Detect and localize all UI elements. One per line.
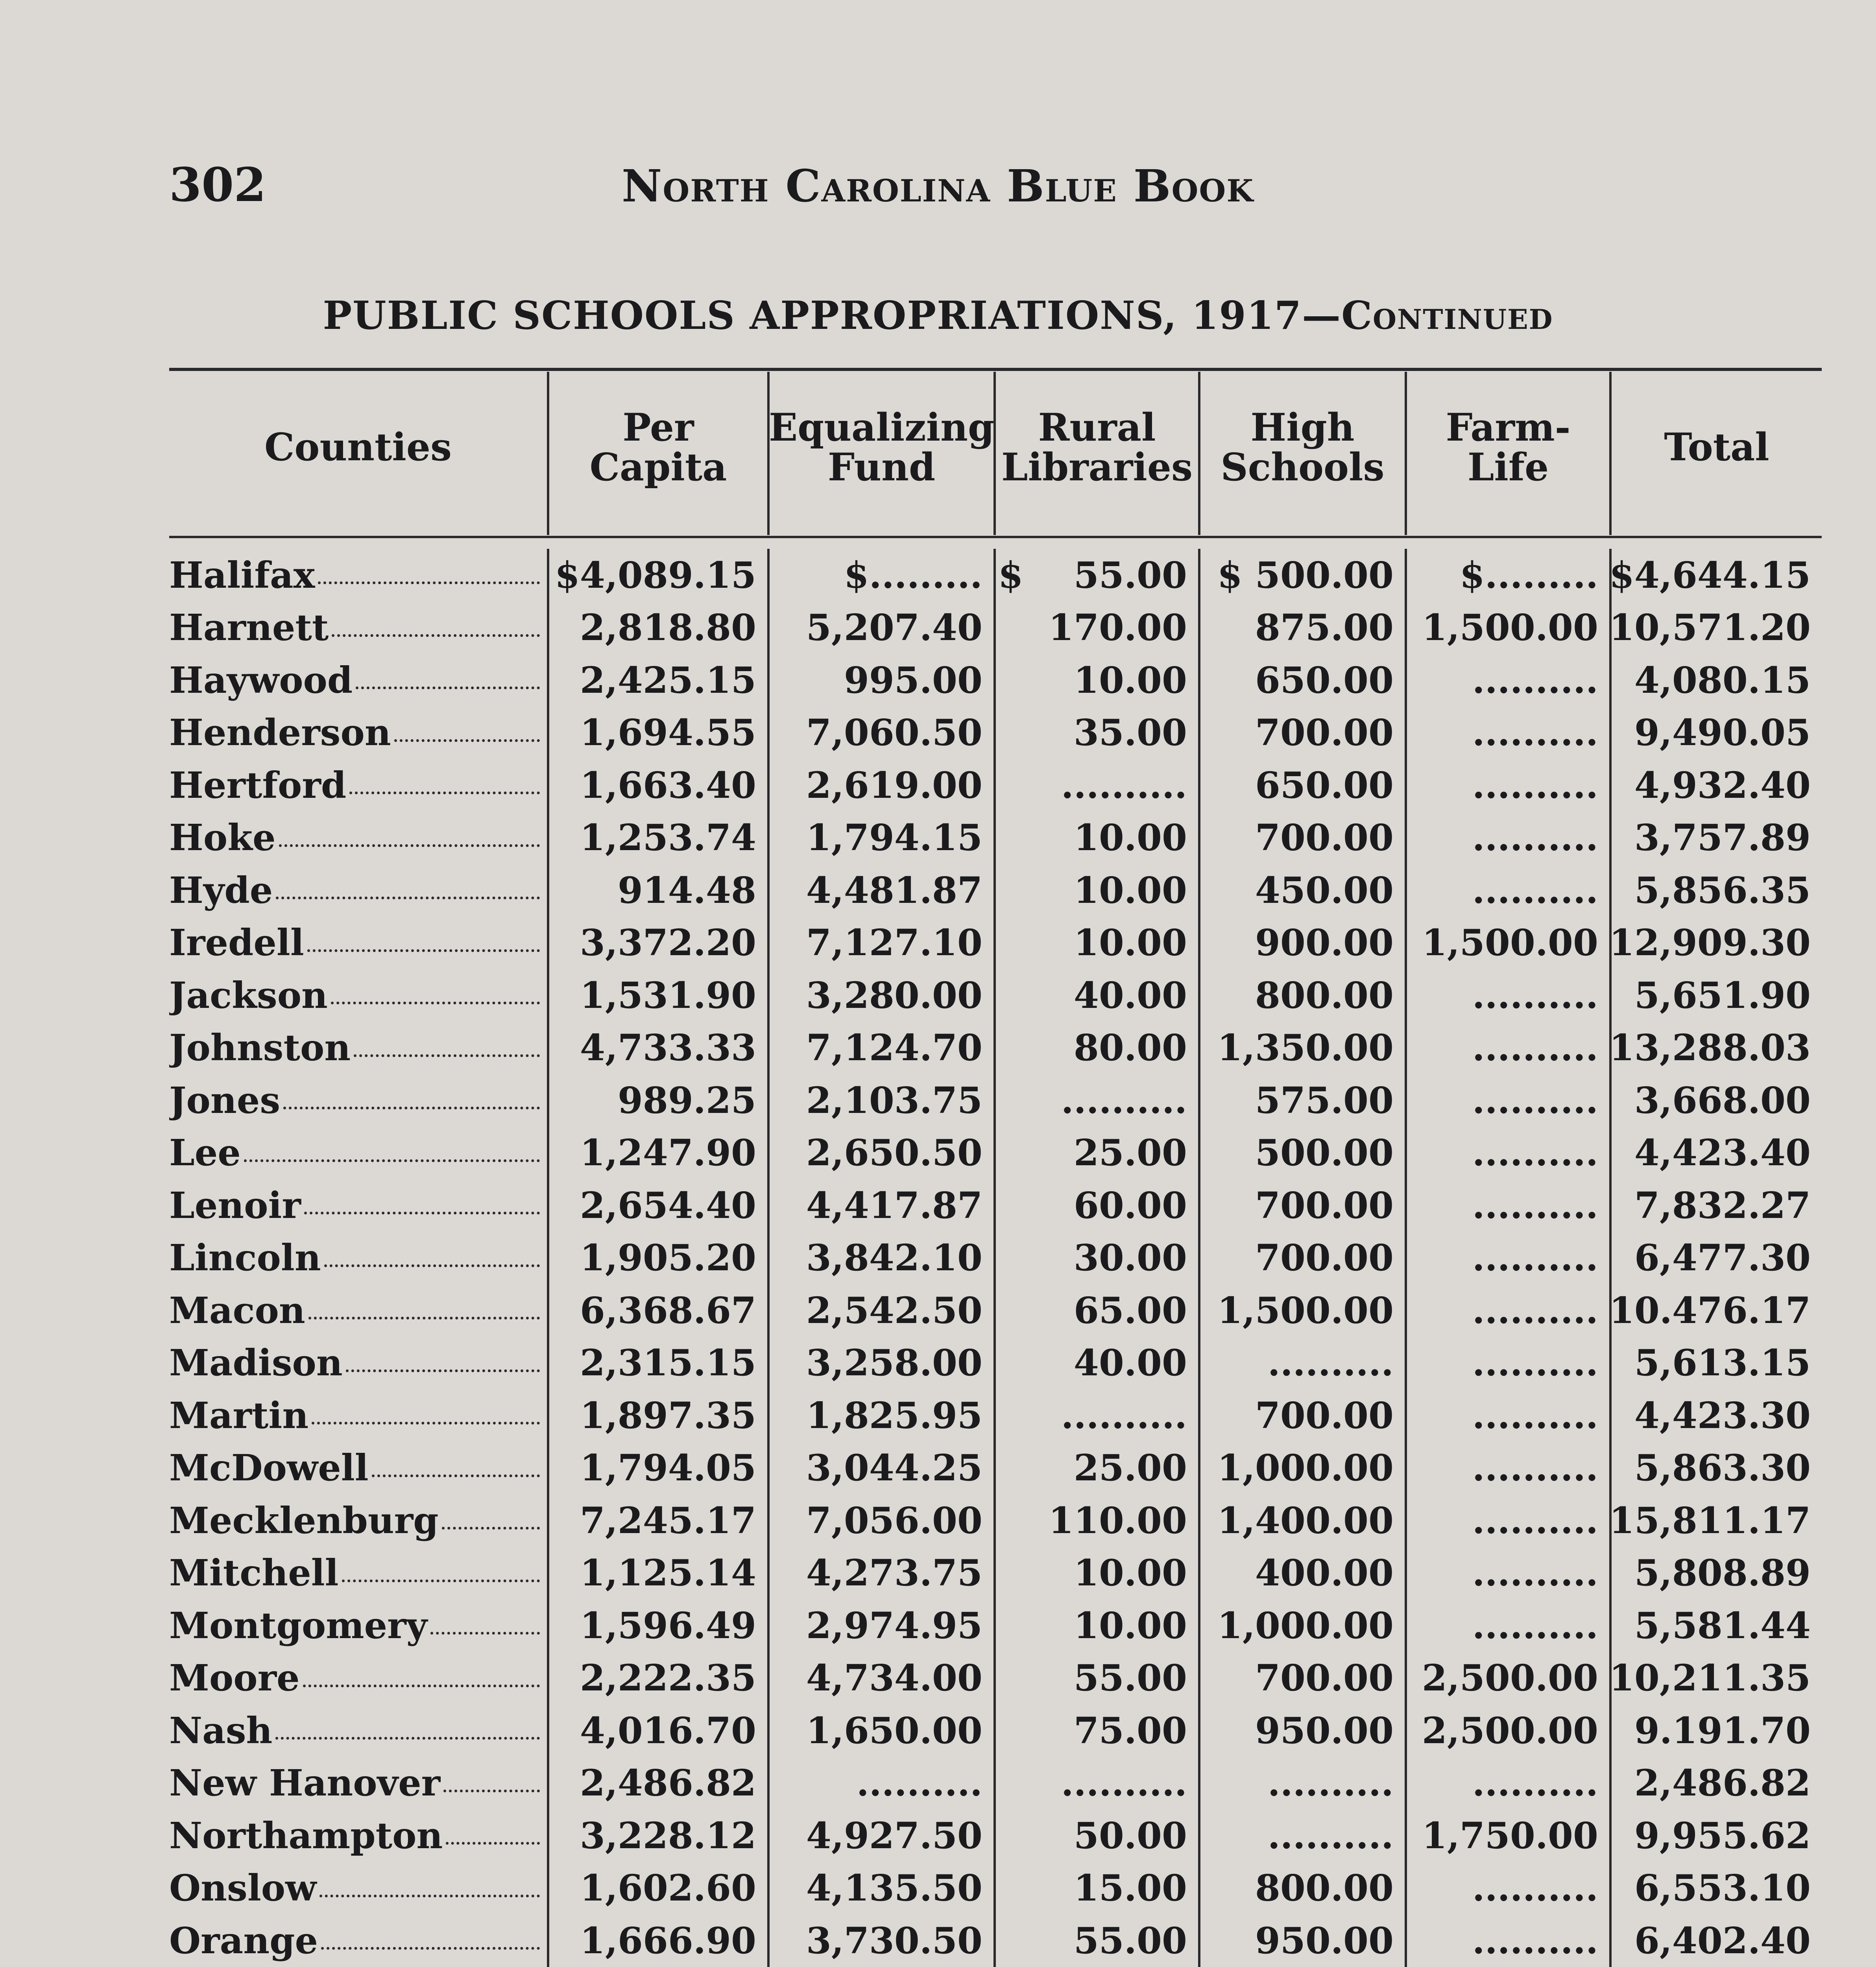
amount-cell: 5,207.40 [767, 602, 993, 654]
page-header [169, 157, 1707, 220]
table-row [169, 602, 1822, 654]
amount-cell: 3,258.00 [767, 1337, 993, 1389]
amount-cell: 7,056.00 [767, 1494, 993, 1547]
amount-cell: .......... [1405, 707, 1609, 759]
amount-cell: .......... [1405, 1337, 1609, 1389]
amount-cell: 25.00 [993, 1442, 1198, 1495]
amount-cell: .......... [1405, 864, 1609, 917]
amount-cell: 5,808.89 [1609, 1547, 1822, 1600]
table-row [169, 1442, 1822, 1495]
county-name: Henderson [169, 711, 391, 754]
amount-cell: 4,423.40 [1609, 1127, 1822, 1179]
amount-cell: 12,909.30 [1609, 917, 1822, 969]
table-row [169, 917, 1822, 969]
table-row [169, 1599, 1822, 1652]
table-row [169, 1862, 1822, 1915]
amount-cell: 900.00 [1198, 917, 1405, 969]
amount-cell: .......... [1405, 1547, 1609, 1600]
county-name: Harnett [169, 606, 329, 649]
amount-cell: 10.00 [993, 917, 1198, 969]
county-name: Martin [169, 1394, 309, 1437]
amount-cell: 2,500.00 [1405, 1704, 1609, 1757]
amount-cell: 3,842.10 [767, 1232, 993, 1284]
county-name: Hertford [169, 764, 347, 806]
table-row [169, 1232, 1822, 1284]
amount-cell: 4,417.87 [767, 1179, 993, 1232]
amount-cell: 2,486.82 [1609, 1757, 1822, 1810]
amount-cell: 700.00 [1198, 1232, 1405, 1284]
amount-cell: $4,644.15 [1609, 549, 1822, 602]
amount-cell: 1,500.00 [1405, 602, 1609, 654]
amount-cell: 2,425.15 [547, 654, 767, 707]
amount-cell: 55.00 [993, 1652, 1198, 1705]
amount-cell: 1,500.00 [1198, 1284, 1405, 1337]
county-name: Johnston [169, 1026, 351, 1069]
amount-cell: 10,211.35 [1609, 1652, 1822, 1705]
amount-cell: .......... [1405, 1862, 1609, 1915]
table-title [0, 293, 1876, 338]
amount-cell: .......... [1198, 1809, 1405, 1862]
amount-cell: .......... [1198, 1757, 1405, 1810]
table-row [169, 1074, 1822, 1127]
amount-cell: .......... [1405, 1179, 1609, 1232]
county-cell [169, 1704, 547, 1757]
amount-cell: 75.00 [993, 1704, 1198, 1757]
county-cell [169, 917, 547, 969]
table-row [169, 654, 1822, 707]
amount-cell: .......... [993, 1389, 1198, 1442]
amount-cell: 2,650.50 [767, 1127, 993, 1179]
amount-cell: 1,247.90 [547, 1127, 767, 1179]
amount-cell: .......... [1405, 1389, 1609, 1442]
amount-cell: 80.00 [993, 1022, 1198, 1074]
amount-cell: 1,125.14 [547, 1547, 767, 1600]
amount-cell: 5,651.90 [1609, 969, 1822, 1022]
amount-cell: .......... [1405, 1284, 1609, 1337]
county-cell [169, 1389, 547, 1442]
county-cell [169, 707, 547, 759]
amount-cell: 50.00 [993, 1809, 1198, 1862]
amount-cell: 1,794.05 [547, 1442, 767, 1495]
amount-cell: 30.00 [993, 1232, 1198, 1284]
county-name: New Hanover [169, 1762, 441, 1805]
amount-cell: 1,794.15 [767, 812, 993, 864]
amount-cell: .......... [1405, 812, 1609, 864]
amount-cell: 3,730.50 [767, 1914, 993, 1967]
amount-cell: 2,486.82 [547, 1757, 767, 1810]
amount-cell: 4,080.15 [1609, 654, 1822, 707]
amount-cell: .......... [993, 1074, 1198, 1127]
table-row [169, 1022, 1822, 1074]
county-name: Northampton [169, 1814, 443, 1857]
table-row [169, 1914, 1822, 1967]
amount-cell: 450.00 [1198, 864, 1405, 917]
county-name: Moore [169, 1657, 300, 1699]
table-row [169, 1547, 1822, 1600]
amount-cell: 1,750.00 [1405, 1809, 1609, 1862]
table-row [169, 759, 1822, 812]
table-row [169, 1809, 1822, 1862]
amount-cell: .......... [1405, 1599, 1609, 1652]
county-cell [169, 1022, 547, 1074]
amount-cell: .......... [993, 1757, 1198, 1810]
table-row [169, 1494, 1822, 1547]
amount-cell: 3,757.89 [1609, 812, 1822, 864]
amount-cell: 2,315.15 [547, 1337, 767, 1389]
table-row [169, 1652, 1822, 1705]
dot-leader [342, 1580, 540, 1582]
amount-cell: 40.00 [993, 969, 1198, 1022]
amount-cell: 2,222.35 [547, 1652, 767, 1705]
amount-cell: 914.48 [547, 864, 767, 917]
amount-cell: 700.00 [1198, 1179, 1405, 1232]
amount-cell: 110.00 [993, 1494, 1198, 1547]
amount-cell: 400.00 [1198, 1547, 1405, 1600]
table-row [169, 1389, 1822, 1442]
amount-cell: 5,863.30 [1609, 1442, 1822, 1495]
amount-cell: 1,400.00 [1198, 1494, 1405, 1547]
dot-leader [331, 1002, 540, 1004]
amount-cell: 7,832.27 [1609, 1179, 1822, 1232]
county-cell [169, 1494, 547, 1547]
county-cell [169, 1547, 547, 1600]
amount-cell: 10.00 [993, 812, 1198, 864]
amount-cell: $4,089.15 [547, 549, 767, 602]
amount-cell: 2,654.40 [547, 1179, 767, 1232]
dot-leader [442, 1527, 540, 1530]
amount-cell: 2,103.75 [767, 1074, 993, 1127]
amount-cell: 700.00 [1198, 707, 1405, 759]
county-cell [169, 1442, 547, 1495]
county-cell [169, 759, 547, 812]
column-header: Farm- Life [1405, 372, 1609, 535]
dot-leader [443, 1790, 540, 1792]
amount-cell: 1,650.00 [767, 1704, 993, 1757]
county-cell [169, 1179, 547, 1232]
amount-cell: 875.00 [1198, 602, 1405, 654]
amount-cell: 2,500.00 [1405, 1652, 1609, 1705]
county-cell [169, 1127, 547, 1179]
dot-leader [304, 1212, 540, 1214]
county-cell [169, 969, 547, 1022]
county-name: Montgomery [169, 1604, 428, 1647]
column-header: Counties [264, 425, 452, 470]
amount-cell: 15.00 [993, 1862, 1198, 1915]
dot-leader [356, 686, 540, 689]
county-name: Jones [169, 1079, 281, 1122]
amount-cell: 6,368.67 [547, 1284, 767, 1337]
table-row [169, 1704, 1822, 1757]
amount-cell: .......... [1405, 759, 1609, 812]
amount-cell: 60.00 [993, 1179, 1198, 1232]
amount-cell: 650.00 [1198, 759, 1405, 812]
amount-cell: 10.476.17 [1609, 1284, 1822, 1337]
amount-cell: 989.25 [547, 1074, 767, 1127]
amount-cell: 1,663.40 [547, 759, 767, 812]
dot-leader [372, 1474, 540, 1477]
amount-cell: $......... [1405, 549, 1609, 602]
amount-cell: 1,897.35 [547, 1389, 767, 1442]
county-name: Halifax [169, 554, 315, 596]
county-cell [169, 1074, 547, 1127]
column-header: Rural Libraries [993, 372, 1198, 535]
appropriations-table-body [169, 549, 1822, 1967]
dot-leader [319, 1895, 540, 1897]
amount-cell: 65.00 [993, 1284, 1198, 1337]
table-row [169, 1337, 1822, 1389]
dot-leader [318, 581, 540, 584]
county-name: Onslow [169, 1867, 317, 1910]
dot-leader [324, 1264, 540, 1267]
county-cell [169, 812, 547, 864]
amount-cell: 4,932.40 [1609, 759, 1822, 812]
amount-cell: 3,668.00 [1609, 1074, 1822, 1127]
amount-cell: .......... [1198, 1337, 1405, 1389]
amount-cell: 10.00 [993, 1599, 1198, 1652]
amount-cell: 1,531.90 [547, 969, 767, 1022]
amount-cell: 4,135.50 [767, 1862, 993, 1915]
dot-leader [276, 897, 540, 899]
county-cell [169, 1232, 547, 1284]
amount-cell: 55.00 [993, 1914, 1198, 1967]
amount-cell: 5,856.35 [1609, 864, 1822, 917]
dot-leader [307, 949, 540, 952]
dot-leader [446, 1842, 540, 1845]
column-header: Per Capita [547, 372, 767, 535]
county-name: Lincoln [169, 1236, 321, 1279]
amount-cell: 950.00 [1198, 1914, 1405, 1967]
table-title-continued: Continued [1341, 293, 1553, 338]
amount-cell: .......... [1405, 654, 1609, 707]
amount-cell: 4,733.33 [547, 1022, 767, 1074]
county-name: Mecklenburg [169, 1499, 439, 1542]
county-name: Lenoir [169, 1184, 301, 1227]
amount-cell: 6,553.10 [1609, 1862, 1822, 1915]
table-row [169, 812, 1822, 864]
amount-cell: 10.00 [993, 654, 1198, 707]
amount-cell: .......... [993, 759, 1198, 812]
county-cell [169, 1337, 547, 1389]
amount-cell: 800.00 [1198, 1862, 1405, 1915]
amount-cell: $ 500.00 [1198, 549, 1405, 602]
amount-cell: 1,500.00 [1405, 917, 1609, 969]
amount-cell: 800.00 [1198, 969, 1405, 1022]
table-row [169, 1284, 1822, 1337]
county-name: Haywood [169, 659, 353, 701]
dot-leader [394, 739, 540, 742]
amount-cell: 700.00 [1198, 1389, 1405, 1442]
amount-cell: 2,619.00 [767, 759, 993, 812]
amount-cell: 1,350.00 [1198, 1022, 1405, 1074]
page-number: 302 [169, 157, 266, 212]
dot-leader [283, 1107, 540, 1109]
dot-leader [308, 1317, 540, 1319]
amount-cell: 25.00 [993, 1127, 1198, 1179]
amount-cell: 700.00 [1198, 812, 1405, 864]
amount-cell: 1,905.20 [547, 1232, 767, 1284]
amount-cell: .......... [1405, 1757, 1609, 1810]
county-cell [169, 1914, 547, 1967]
amount-cell: 4,016.70 [547, 1704, 767, 1757]
amount-cell: 2,542.50 [767, 1284, 993, 1337]
amount-cell: 5,581.44 [1609, 1599, 1822, 1652]
table-row [169, 969, 1822, 1022]
county-cell [169, 1862, 547, 1915]
table-row [169, 1757, 1822, 1810]
dot-leader [349, 792, 540, 794]
amount-cell: .......... [1405, 1442, 1609, 1495]
amount-cell: 10,571.20 [1609, 602, 1822, 654]
dot-leader [279, 844, 540, 847]
amount-cell: .......... [1405, 1232, 1609, 1284]
dot-leader [346, 1369, 540, 1372]
amount-cell: .......... [1405, 1022, 1609, 1074]
amount-cell: 35.00 [993, 707, 1198, 759]
county-cell [169, 1284, 547, 1337]
amount-cell: 10.00 [993, 1547, 1198, 1600]
county-name: Orange [169, 1919, 318, 1962]
amount-cell: .......... [1405, 969, 1609, 1022]
county-name: Jackson [169, 974, 328, 1017]
amount-cell: 1,000.00 [1198, 1599, 1405, 1652]
amount-cell: 950.00 [1198, 1704, 1405, 1757]
dot-leader [303, 1685, 540, 1687]
dot-leader [244, 1159, 540, 1162]
county-cell [169, 1652, 547, 1705]
county-cell [169, 864, 547, 917]
amount-cell: 170.00 [993, 602, 1198, 654]
county-name: McDowell [169, 1447, 369, 1489]
county-cell [169, 1599, 547, 1652]
county-name: Iredell [169, 921, 304, 964]
amount-cell: 40.00 [993, 1337, 1198, 1389]
amount-cell: 1,694.55 [547, 707, 767, 759]
table-title-main: PUBLIC SCHOOLS APPROPRIATIONS, 1917— [323, 293, 1342, 338]
amount-cell: 1,596.49 [547, 1599, 767, 1652]
amount-cell: 5,613.15 [1609, 1337, 1822, 1389]
amount-cell: 2,818.80 [547, 602, 767, 654]
amount-cell: 13,288.03 [1609, 1022, 1822, 1074]
amount-cell: 7,127.10 [767, 917, 993, 969]
county-name: Nash [169, 1709, 273, 1752]
amount-cell: .......... [767, 1757, 993, 1810]
amount-cell: 650.00 [1198, 654, 1405, 707]
dot-leader [275, 1737, 540, 1740]
county-cell [169, 1809, 547, 1862]
county-name: Lee [169, 1131, 241, 1174]
county-name: Mitchell [169, 1552, 339, 1594]
amount-cell: 7,060.50 [767, 707, 993, 759]
table-header-rule [169, 536, 1822, 538]
amount-cell: 9,955.62 [1609, 1809, 1822, 1862]
county-cell [169, 654, 547, 707]
county-name: Hyde [169, 869, 273, 912]
amount-cell: 10.00 [993, 864, 1198, 917]
amount-cell: 4,273.75 [767, 1547, 993, 1600]
amount-cell: 3,372.20 [547, 917, 767, 969]
amount-cell: 4,481.87 [767, 864, 993, 917]
column-header: High Schools [1198, 372, 1405, 535]
amount-cell: 575.00 [1198, 1074, 1405, 1127]
amount-cell: .......... [1405, 1494, 1609, 1547]
table-top-rule [169, 368, 1822, 371]
table-row [169, 864, 1822, 917]
amount-cell: 700.00 [1198, 1652, 1405, 1705]
county-cell [169, 1757, 547, 1810]
table-column-headers [169, 372, 1822, 535]
amount-cell: 3,228.12 [547, 1809, 767, 1862]
dot-leader [430, 1632, 540, 1635]
book-title: North Carolina Blue Book [622, 161, 1254, 212]
dot-leader [332, 634, 540, 637]
county-name: Madison [169, 1341, 343, 1384]
amount-cell: 6,402.40 [1609, 1914, 1822, 1967]
amount-cell: 1,666.90 [547, 1914, 767, 1967]
column-header: Total [1609, 372, 1822, 535]
amount-cell: $ 55.00 [993, 549, 1198, 602]
amount-cell: 9,490.05 [1609, 707, 1822, 759]
county-name: Hoke [169, 816, 276, 859]
county-cell [169, 602, 547, 654]
amount-cell: 1,253.74 [547, 812, 767, 864]
amount-cell: 6,477.30 [1609, 1232, 1822, 1284]
amount-cell: 9.191.70 [1609, 1704, 1822, 1757]
table-row [169, 707, 1822, 759]
amount-cell: 1,825.95 [767, 1389, 993, 1442]
amount-cell: 1,602.60 [547, 1862, 767, 1915]
amount-cell: 15,811.17 [1609, 1494, 1822, 1547]
amount-cell: .......... [1405, 1914, 1609, 1967]
county-name: Macon [169, 1289, 305, 1332]
amount-cell: 2,974.95 [767, 1599, 993, 1652]
amount-cell: .......... [1405, 1074, 1609, 1127]
amount-cell: 995.00 [767, 654, 993, 707]
amount-cell: 3,280.00 [767, 969, 993, 1022]
amount-cell: .......... [1405, 1127, 1609, 1179]
dot-leader [354, 1054, 540, 1057]
amount-cell: 500.00 [1198, 1127, 1405, 1179]
amount-cell: 7,245.17 [547, 1494, 767, 1547]
amount-cell: 4,927.50 [767, 1809, 993, 1862]
amount-cell: 3,044.25 [767, 1442, 993, 1495]
table-row [169, 1179, 1822, 1232]
column-header: Equalizing Fund [767, 372, 993, 535]
amount-cell: 7,124.70 [767, 1022, 993, 1074]
dot-leader [312, 1422, 540, 1425]
amount-cell: 4,734.00 [767, 1652, 993, 1705]
table-row [169, 1127, 1822, 1179]
amount-cell: $......... [767, 549, 993, 602]
dot-leader [321, 1947, 540, 1950]
amount-cell: 4,423.30 [1609, 1389, 1822, 1442]
county-cell [169, 549, 547, 602]
amount-cell: 1,000.00 [1198, 1442, 1405, 1495]
table-row [169, 549, 1822, 602]
